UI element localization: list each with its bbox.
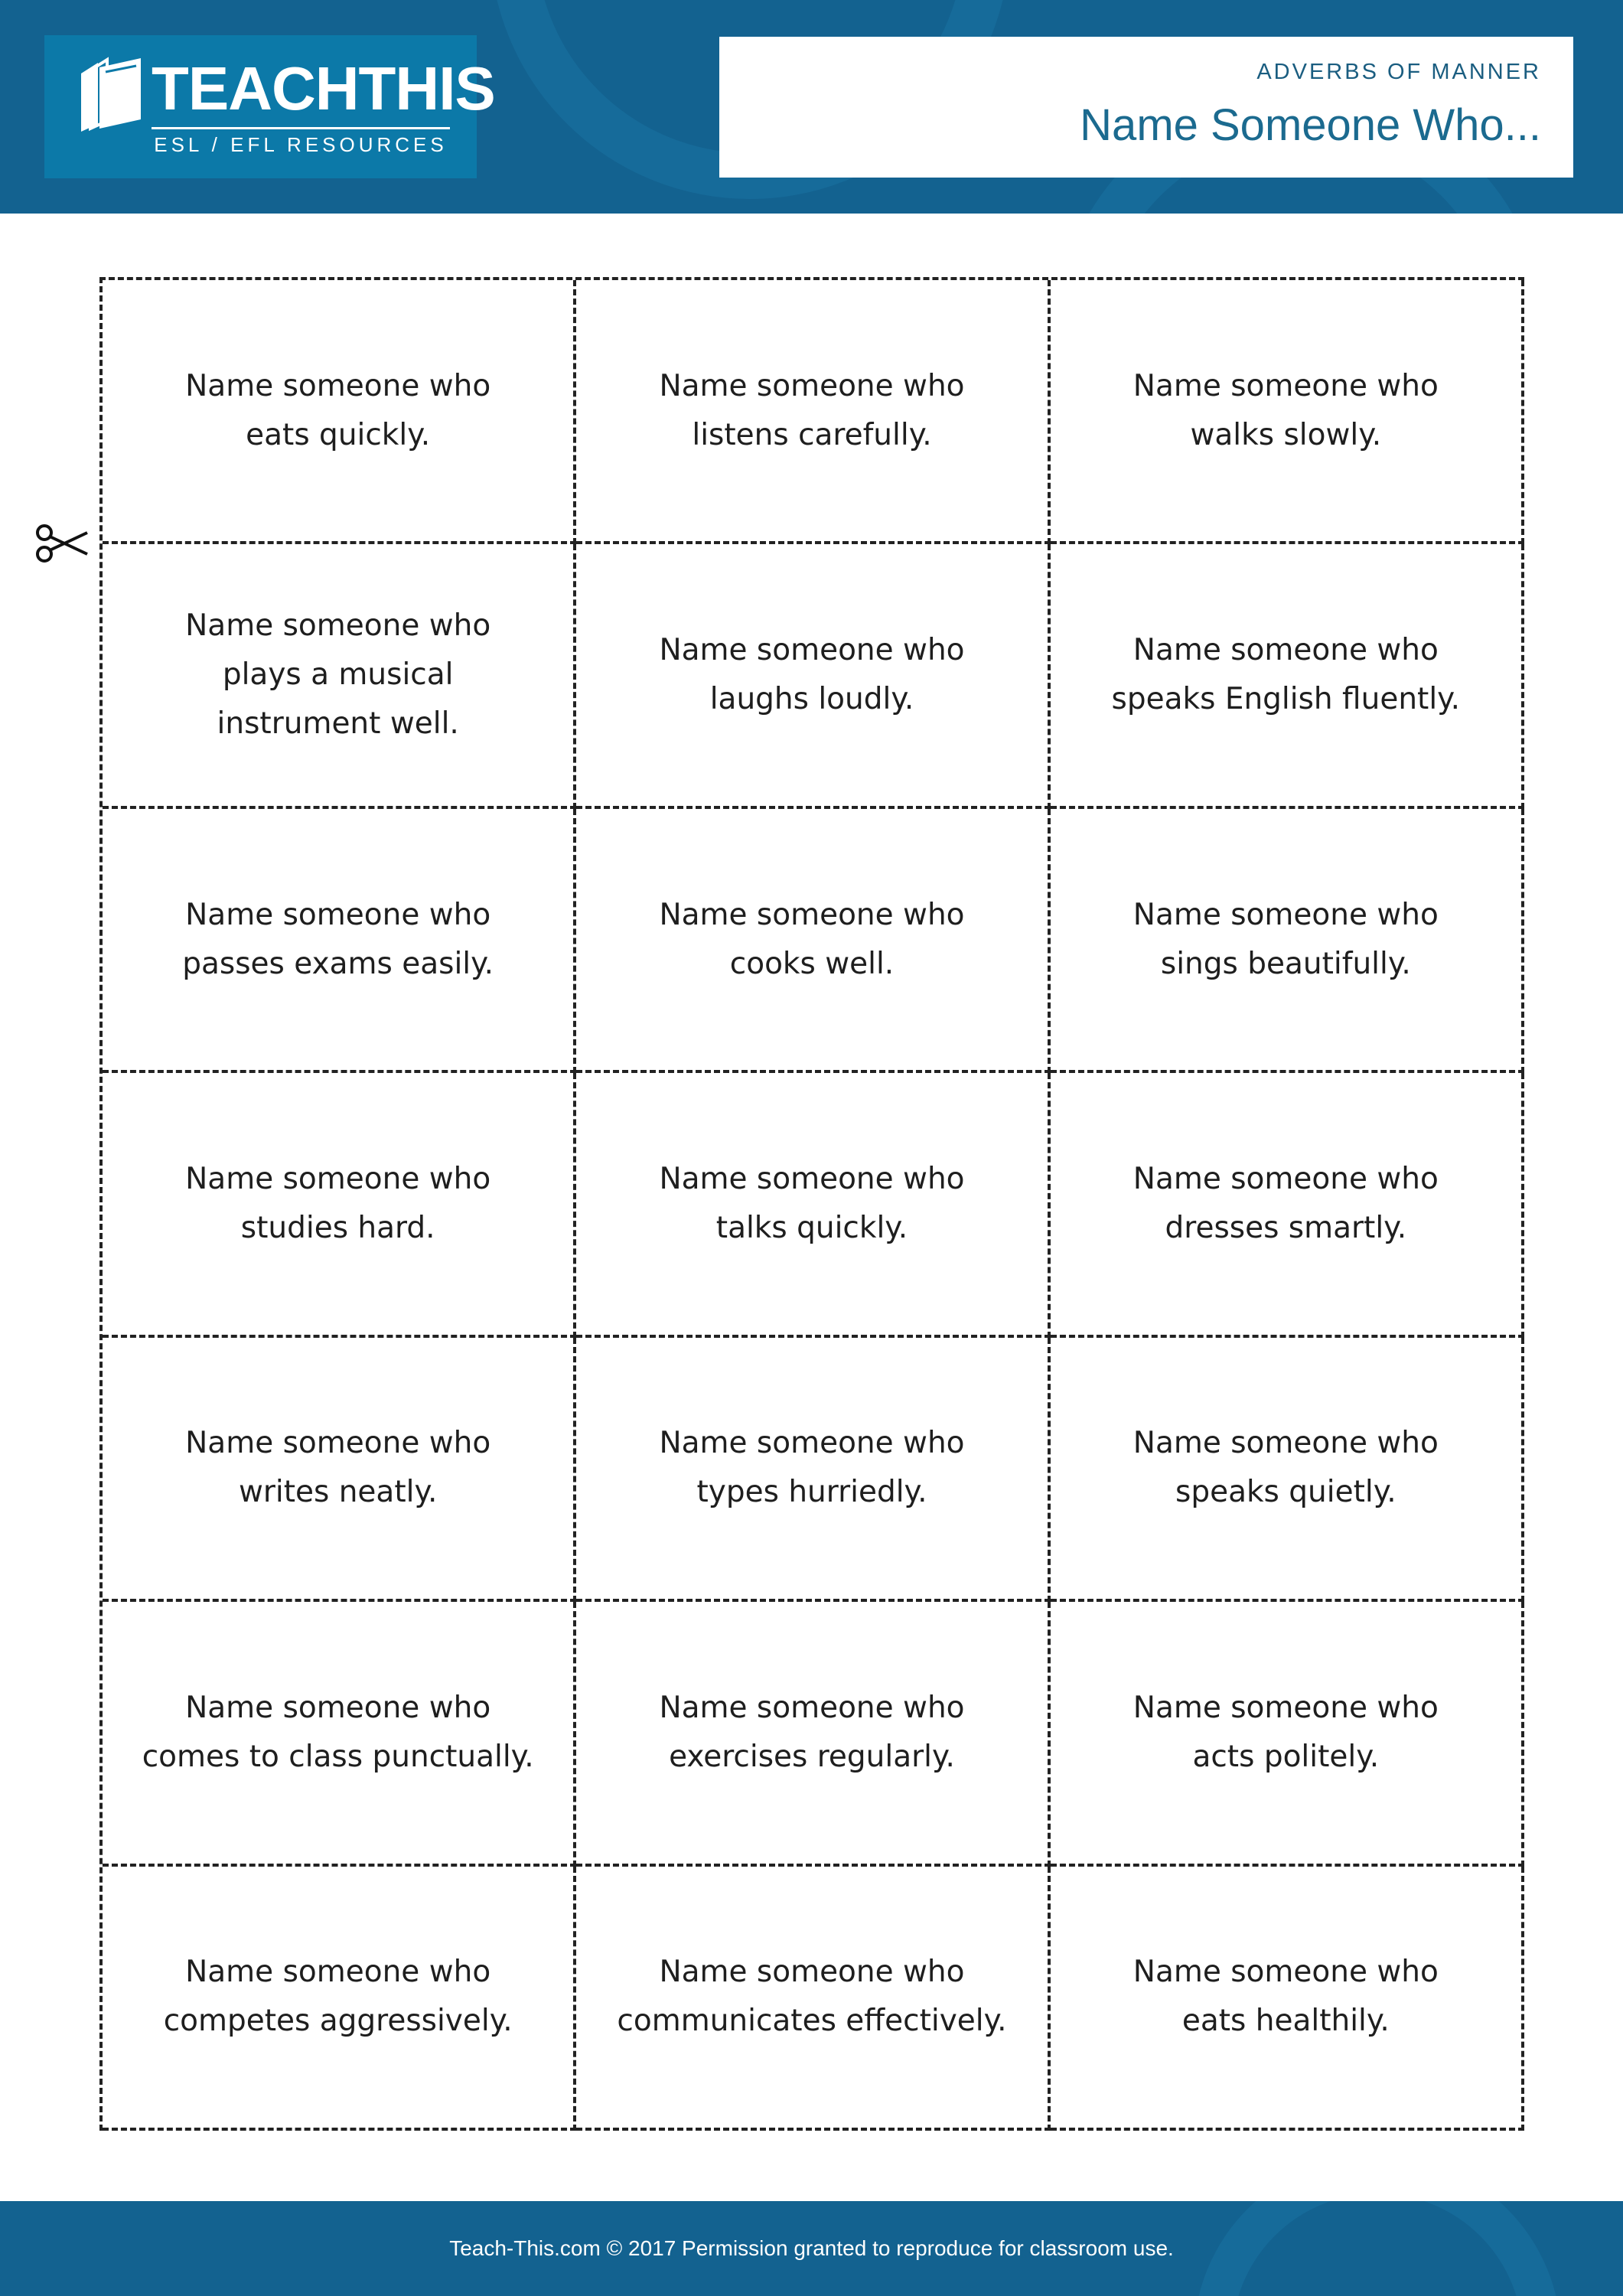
card-text: Name someone who types hurriedly. (659, 1426, 965, 1510)
card (1051, 280, 1524, 544)
card (1051, 1602, 1524, 1866)
card-text: Name someone who dresses smartly. (1133, 1161, 1439, 1245)
card (576, 280, 1050, 544)
logo-tagline: ESL / EFL RESOURCES (154, 133, 448, 156)
card-text: Name someone who passes exams easily. (182, 897, 494, 981)
card-text: Name someone who laughs loudly. (659, 633, 965, 717)
book-icon (77, 57, 145, 133)
title-panel (719, 37, 1573, 178)
card-text: Name someone who eats healthily. (1133, 1955, 1439, 2039)
card-text: Name someone who cooks well. (659, 897, 965, 981)
page-title: Name Someone Who... (1080, 100, 1541, 150)
card-text: Name someone who plays a musical instrument well. (185, 608, 491, 742)
page-footer (0, 2201, 1623, 2296)
card (1051, 1338, 1524, 1602)
card (576, 1867, 1050, 2131)
card (576, 809, 1050, 1073)
card (576, 1338, 1050, 1602)
card (103, 1602, 576, 1866)
card-text: Name someone who eats quickly. (185, 368, 491, 452)
page-header (0, 0, 1623, 214)
copyright-notice: Teach-This.com © 2017 Permission granted to reproduce for classroom use. (449, 2236, 1174, 2260)
card (103, 280, 576, 544)
card-text: Name someone who studies hard. (185, 1161, 491, 1245)
card (1051, 544, 1524, 808)
scissors-icon (34, 516, 89, 571)
card (1051, 1073, 1524, 1337)
card-text: Name someone who writes neatly. (185, 1426, 491, 1510)
card (576, 544, 1050, 808)
logo-divider (152, 127, 450, 129)
card (103, 544, 576, 808)
card-text: Name someone who speaks quietly. (1133, 1426, 1439, 1510)
card-text: Name someone who speaks English fluently. (1111, 633, 1461, 717)
card (576, 1073, 1050, 1337)
card-text: Name someone who exercises regularly. (659, 1690, 965, 1774)
card (1051, 809, 1524, 1073)
logo-brand: TEACHTHIS (152, 54, 495, 122)
card-text: Name someone who walks slowly. (1133, 368, 1439, 452)
card-text: Name someone who comes to class punctually. (142, 1690, 534, 1774)
card-text: Name someone who competes aggressively. (163, 1955, 513, 2039)
card (1051, 1867, 1524, 2131)
worksheet-topic: ADVERBS OF MANNER (1256, 60, 1541, 84)
card (103, 1338, 576, 1602)
card (103, 809, 576, 1073)
card (103, 1867, 576, 2131)
card (103, 1073, 576, 1337)
card-grid (99, 277, 1524, 2131)
card-text: Name someone who listens carefully. (659, 368, 965, 452)
logo[interactable] (44, 35, 495, 178)
card (576, 1602, 1050, 1866)
card-text: Name someone who acts politely. (1133, 1690, 1439, 1774)
card-text: Name someone who talks quickly. (659, 1161, 965, 1245)
card-text: Name someone who sings beautifully. (1133, 897, 1439, 981)
card-text: Name someone who communicates effectively. (617, 1955, 1007, 2039)
